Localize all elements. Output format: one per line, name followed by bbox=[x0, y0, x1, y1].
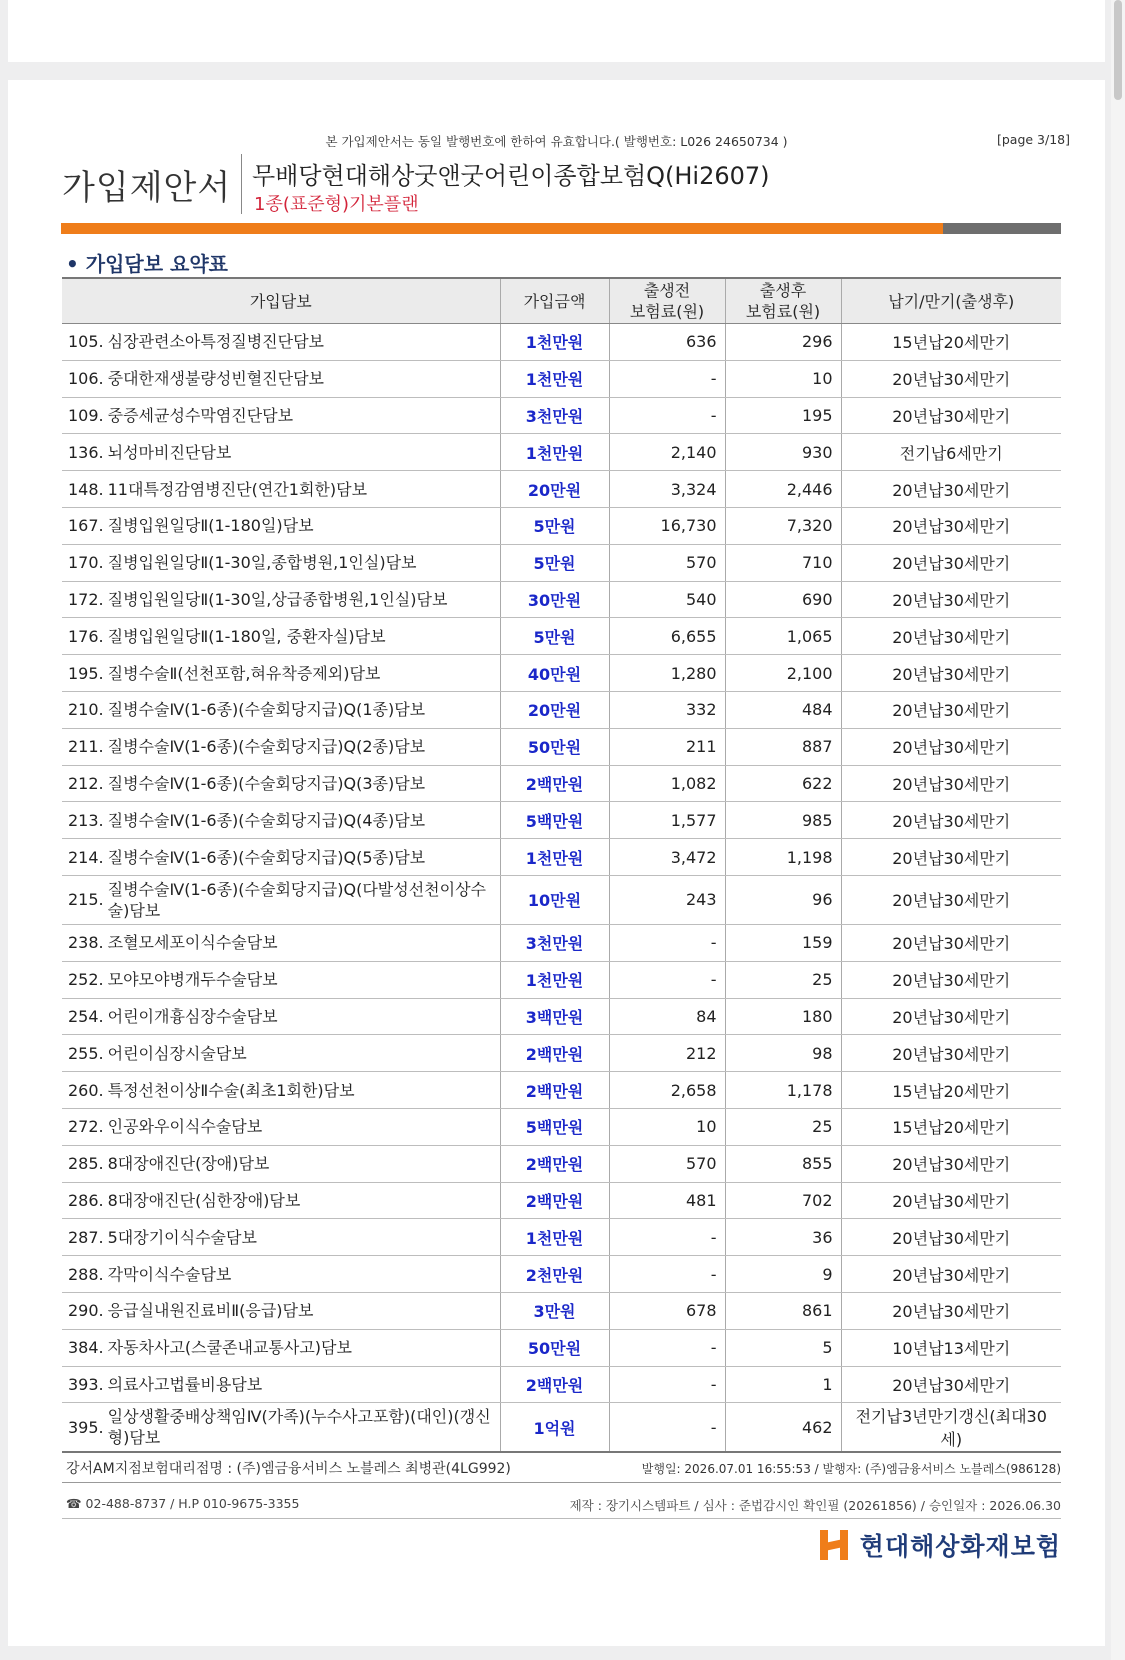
table-row bbox=[62, 924, 1061, 961]
coverage-number: 211. bbox=[68, 737, 104, 757]
coverage-name: 질병수술Ⅱ(선천포함,혀유착증제외)담보 bbox=[107, 663, 381, 683]
table-row bbox=[62, 1072, 1061, 1109]
coverage-name: 모야모야병개두수술담보 bbox=[107, 970, 278, 990]
premium-before-cell: 332 bbox=[609, 691, 725, 728]
coverage-cell bbox=[62, 397, 500, 434]
term-cell: 20년납30세만기 bbox=[841, 802, 1061, 839]
premium-before-cell: 243 bbox=[609, 875, 725, 924]
term-cell: 20년납30세만기 bbox=[841, 1182, 1061, 1219]
section-title bbox=[66, 248, 228, 277]
premium-after-cell: 180 bbox=[725, 998, 841, 1035]
coverage-cell bbox=[62, 581, 500, 618]
coverage-number: 195. bbox=[68, 663, 104, 683]
table-row bbox=[62, 324, 1061, 361]
coverage-cell bbox=[62, 691, 500, 728]
term-cell: 20년납30세만기 bbox=[841, 1366, 1061, 1403]
term-cell: 10년납13세만기 bbox=[841, 1329, 1061, 1366]
premium-before-cell: - bbox=[609, 1329, 725, 1366]
amount-cell: 2백만원 bbox=[500, 1072, 609, 1109]
table-row bbox=[62, 434, 1061, 471]
coverage-name: 질병수술Ⅳ(1-6종)(수술회당지급)Q(2종)담보 bbox=[107, 737, 426, 757]
hyundai-h-logo-icon bbox=[818, 1528, 852, 1562]
table-row bbox=[62, 397, 1061, 434]
term-cell: 20년납30세만기 bbox=[841, 924, 1061, 961]
coverage-cell bbox=[62, 434, 500, 471]
coverage-cell bbox=[62, 1072, 500, 1109]
amount-cell: 1천만원 bbox=[500, 961, 609, 998]
premium-after-cell: 2,446 bbox=[725, 471, 841, 508]
term-cell: 20년납30세만기 bbox=[841, 691, 1061, 728]
coverage-name: 조혈모세포이식수술담보 bbox=[107, 933, 278, 953]
coverage-cell bbox=[62, 618, 500, 655]
coverage-cell bbox=[62, 728, 500, 765]
amount-cell: 40만원 bbox=[500, 655, 609, 692]
header-amount: 가입금액 bbox=[500, 278, 609, 324]
term-cell: 20년납30세만기 bbox=[841, 507, 1061, 544]
coverage-number: 285. bbox=[68, 1154, 104, 1174]
coverage-cell bbox=[62, 802, 500, 839]
coverage-number: 255. bbox=[68, 1043, 104, 1063]
premium-after-cell: 9 bbox=[725, 1256, 841, 1293]
premium-after-cell: 855 bbox=[725, 1145, 841, 1182]
amount-cell: 2백만원 bbox=[500, 1366, 609, 1403]
coverage-number: 290. bbox=[68, 1301, 104, 1321]
premium-before-cell: 2,658 bbox=[609, 1072, 725, 1109]
coverage-name: 자동차사고(스쿨존내교통사고)담보 bbox=[107, 1338, 352, 1358]
term-cell: 20년납30세만기 bbox=[841, 728, 1061, 765]
term-cell: 20년납30세만기 bbox=[841, 655, 1061, 692]
premium-before-cell: 211 bbox=[609, 728, 725, 765]
table-row bbox=[62, 360, 1061, 397]
coverage-number: 214. bbox=[68, 847, 104, 867]
coverage-name: 질병입원일당Ⅱ(1-30일,상급종합병원,1인실)담보 bbox=[107, 589, 448, 609]
premium-after-cell: 10 bbox=[725, 360, 841, 397]
header-premium-before bbox=[609, 278, 725, 324]
premium-after-cell: 296 bbox=[725, 324, 841, 361]
coverage-number: 286. bbox=[68, 1190, 104, 1210]
company-logo bbox=[818, 1527, 1061, 1563]
term-cell: 20년납30세만기 bbox=[841, 998, 1061, 1035]
coverage-number: 288. bbox=[68, 1264, 104, 1284]
coverage-name: 응급실내원진료비Ⅱ(응급)담보 bbox=[107, 1301, 314, 1321]
premium-before-cell: - bbox=[609, 360, 725, 397]
premium-after-cell: 1 bbox=[725, 1366, 841, 1403]
table-row bbox=[62, 1329, 1061, 1366]
coverage-number: 170. bbox=[68, 553, 104, 573]
scrollbar[interactable] bbox=[1111, 0, 1125, 1660]
coverage-cell bbox=[62, 875, 500, 924]
amount-cell: 30만원 bbox=[500, 581, 609, 618]
header-premium-after bbox=[725, 278, 841, 324]
coverage-name: 5대장기이식수술담보 bbox=[107, 1227, 257, 1247]
coverage-name: 인공와우이식수술담보 bbox=[107, 1117, 263, 1137]
amount-cell: 10만원 bbox=[500, 875, 609, 924]
coverage-cell bbox=[62, 1035, 500, 1072]
coverage-cell bbox=[62, 961, 500, 998]
header-premium-after-text: 출생후 보험료(원) bbox=[745, 281, 821, 321]
term-cell: 20년납30세만기 bbox=[841, 961, 1061, 998]
premium-after-cell: 484 bbox=[725, 691, 841, 728]
premium-after-cell: 195 bbox=[725, 397, 841, 434]
premium-after-cell: 702 bbox=[725, 1182, 841, 1219]
term-cell: 20년납30세만기 bbox=[841, 397, 1061, 434]
premium-before-cell: - bbox=[609, 1366, 725, 1403]
coverage-name: 질병입원일당Ⅱ(1-30일,종합병원,1인실)담보 bbox=[107, 553, 417, 573]
table-row bbox=[62, 507, 1061, 544]
footer-divider-2 bbox=[62, 1518, 1061, 1519]
coverage-number: 254. bbox=[68, 1006, 104, 1026]
table-row bbox=[62, 1108, 1061, 1145]
premium-after-cell: 159 bbox=[725, 924, 841, 961]
amount-cell: 20만원 bbox=[500, 691, 609, 728]
coverage-cell bbox=[62, 507, 500, 544]
amount-cell: 2백만원 bbox=[500, 1145, 609, 1182]
premium-before-cell: 16,730 bbox=[609, 507, 725, 544]
coverage-number: 393. bbox=[68, 1374, 104, 1394]
coverage-number: 272. bbox=[68, 1117, 104, 1137]
document-page bbox=[8, 80, 1105, 1646]
premium-after-cell: 36 bbox=[725, 1219, 841, 1256]
coverage-cell bbox=[62, 1219, 500, 1256]
plan-name: 1종(표준형)기본플랜 bbox=[254, 194, 419, 215]
amount-cell: 1천만원 bbox=[500, 434, 609, 471]
premium-before-cell: 636 bbox=[609, 324, 725, 361]
issue-info: 발행일: 2026.07.01 16:55:53 / 발행자: (주)엠금융서비스 노블레스(986128) bbox=[641, 1462, 1061, 1476]
coverage-cell bbox=[62, 360, 500, 397]
header-premium-before-text: 출생전 보험료(원) bbox=[629, 281, 705, 321]
premium-after-cell: 1,065 bbox=[725, 618, 841, 655]
coverage-name: 질병수술Ⅳ(1-6종)(수술회당지급)Q(다발성선천이상수술)담보 bbox=[107, 879, 486, 920]
amount-cell: 2백만원 bbox=[500, 1182, 609, 1219]
coverage-cell bbox=[62, 1108, 500, 1145]
table-body bbox=[62, 324, 1061, 1453]
premium-before-cell: 84 bbox=[609, 998, 725, 1035]
premium-after-cell: 98 bbox=[725, 1035, 841, 1072]
term-cell: 15년납20세만기 bbox=[841, 1072, 1061, 1109]
term-cell: 20년납30세만기 bbox=[841, 618, 1061, 655]
coverage-number: 167. bbox=[68, 516, 104, 536]
bullet-icon: • bbox=[66, 252, 79, 276]
coverage-number: 148. bbox=[68, 479, 104, 499]
amount-cell: 3천만원 bbox=[500, 397, 609, 434]
table-row bbox=[62, 1256, 1061, 1293]
coverage-number: 176. bbox=[68, 626, 104, 646]
premium-before-cell: - bbox=[609, 961, 725, 998]
coverage-name: 각막이식수술담보 bbox=[107, 1264, 232, 1284]
coverage-cell bbox=[62, 1403, 500, 1453]
header-bar-gray bbox=[943, 223, 1061, 234]
premium-after-cell: 887 bbox=[725, 728, 841, 765]
coverage-name: 질병입원일당Ⅱ(1-180일)담보 bbox=[107, 516, 314, 536]
company-name: 현대해상화재보험 bbox=[859, 1532, 1061, 1561]
premium-after-cell: 96 bbox=[725, 875, 841, 924]
coverage-summary-table bbox=[62, 277, 1061, 1453]
term-cell: 20년납30세만기 bbox=[841, 581, 1061, 618]
term-cell: 20년납30세만기 bbox=[841, 544, 1061, 581]
coverage-cell bbox=[62, 765, 500, 802]
coverage-name: 어린이개흉심장수술담보 bbox=[107, 1006, 278, 1026]
amount-cell: 50만원 bbox=[500, 1329, 609, 1366]
table-row bbox=[62, 728, 1061, 765]
premium-after-cell: 1,198 bbox=[725, 839, 841, 876]
premium-before-cell: - bbox=[609, 397, 725, 434]
premium-after-cell: 622 bbox=[725, 765, 841, 802]
header-coverage: 가입담보 bbox=[62, 278, 500, 324]
term-cell: 20년납30세만기 bbox=[841, 1256, 1061, 1293]
coverage-number: 106. bbox=[68, 369, 104, 389]
premium-after-cell: 25 bbox=[725, 961, 841, 998]
coverage-number: 395. bbox=[68, 1417, 104, 1437]
premium-after-cell: 710 bbox=[725, 544, 841, 581]
premium-before-cell: 3,472 bbox=[609, 839, 725, 876]
coverage-number: 215. bbox=[68, 890, 104, 910]
table-row bbox=[62, 1292, 1061, 1329]
term-cell: 15년납20세만기 bbox=[841, 324, 1061, 361]
table-row bbox=[62, 618, 1061, 655]
approval-info: 제작 : 장기시스템파트 / 심사 : 준법감시인 확인필 (20261856) / 승인일자 : 2026.06.30 bbox=[569, 1498, 1061, 1513]
amount-cell: 5백만원 bbox=[500, 802, 609, 839]
term-cell: 20년납30세만기 bbox=[841, 360, 1061, 397]
coverage-name: 11대특정감염병진단(연간1회한)담보 bbox=[107, 479, 368, 499]
premium-before-cell: 10 bbox=[609, 1108, 725, 1145]
coverage-name: 질병수술Ⅳ(1-6종)(수술회당지급)Q(4종)담보 bbox=[107, 810, 426, 830]
table-row bbox=[62, 581, 1061, 618]
page-number: [page 3/18] bbox=[996, 132, 1070, 147]
term-cell: 15년납20세만기 bbox=[841, 1108, 1061, 1145]
coverage-name: 일상생활중배상책임Ⅳ(가족)(누수사고포함)(대인)(갱신형)담보 bbox=[107, 1407, 491, 1448]
premium-before-cell: - bbox=[609, 1219, 725, 1256]
validity-notice: 본 가입제안서는 동일 발행번호에 한하여 유효합니다.( 발행번호: L026 24650734 ) bbox=[325, 134, 788, 149]
table-row bbox=[62, 471, 1061, 508]
coverage-cell bbox=[62, 471, 500, 508]
coverage-name: 뇌성마비진단담보 bbox=[107, 442, 232, 462]
coverage-number: 238. bbox=[68, 933, 104, 953]
table-row bbox=[62, 765, 1061, 802]
term-cell: 20년납30세만기 bbox=[841, 875, 1061, 924]
table-row bbox=[62, 1403, 1061, 1453]
amount-cell: 5백만원 bbox=[500, 1108, 609, 1145]
coverage-name: 8대장애진단(심한장애)담보 bbox=[107, 1190, 301, 1210]
coverage-name: 8대장애진단(장애)담보 bbox=[107, 1154, 270, 1174]
term-cell: 20년납30세만기 bbox=[841, 1035, 1061, 1072]
coverage-cell bbox=[62, 324, 500, 361]
coverage-name: 질병수술Ⅳ(1-6종)(수술회당지급)Q(5종)담보 bbox=[107, 847, 426, 867]
amount-cell: 1천만원 bbox=[500, 839, 609, 876]
agency-info: 강서AM지점보험대리점명 : (주)엠금융서비스 노블레스 최병관(4LG992) bbox=[66, 1461, 511, 1477]
premium-before-cell: 212 bbox=[609, 1035, 725, 1072]
coverage-name: 중대한재생불량성빈혈진단담보 bbox=[107, 369, 325, 389]
coverage-number: 109. bbox=[68, 405, 104, 425]
table-header-row bbox=[62, 278, 1061, 324]
premium-after-cell: 5 bbox=[725, 1329, 841, 1366]
premium-before-cell: 6,655 bbox=[609, 618, 725, 655]
coverage-cell bbox=[62, 839, 500, 876]
header-term: 납기/만기(출생후) bbox=[841, 278, 1061, 324]
amount-cell: 1억원 bbox=[500, 1403, 609, 1453]
coverage-cell bbox=[62, 1256, 500, 1293]
amount-cell: 2백만원 bbox=[500, 765, 609, 802]
table-row bbox=[62, 1035, 1061, 1072]
contact-info: ☎ 02-488-8737 / H.P 010-9675-3355 bbox=[66, 1496, 300, 1511]
coverage-cell bbox=[62, 1329, 500, 1366]
premium-before-cell: 1,577 bbox=[609, 802, 725, 839]
premium-after-cell: 25 bbox=[725, 1108, 841, 1145]
coverage-number: 213. bbox=[68, 810, 104, 830]
term-cell: 20년납30세만기 bbox=[841, 839, 1061, 876]
coverage-name: 의료사고법률비용담보 bbox=[107, 1374, 263, 1394]
coverage-number: 287. bbox=[68, 1227, 104, 1247]
coverage-name: 질병수술Ⅳ(1-6종)(수술회당지급)Q(3종)담보 bbox=[107, 773, 426, 793]
premium-before-cell: - bbox=[609, 924, 725, 961]
premium-before-cell: 1,082 bbox=[609, 765, 725, 802]
term-cell: 20년납30세만기 bbox=[841, 1145, 1061, 1182]
premium-after-cell: 7,320 bbox=[725, 507, 841, 544]
premium-before-cell: 540 bbox=[609, 581, 725, 618]
table-row bbox=[62, 802, 1061, 839]
amount-cell: 1천만원 bbox=[500, 360, 609, 397]
table-row bbox=[62, 691, 1061, 728]
amount-cell: 1천만원 bbox=[500, 1219, 609, 1256]
premium-before-cell: 570 bbox=[609, 1145, 725, 1182]
amount-cell: 2백만원 bbox=[500, 1035, 609, 1072]
premium-before-cell: 2,140 bbox=[609, 434, 725, 471]
coverage-name: 질병수술Ⅳ(1-6종)(수술회당지급)Q(1종)담보 bbox=[107, 700, 426, 720]
coverage-cell bbox=[62, 998, 500, 1035]
table-row bbox=[62, 655, 1061, 692]
table-row bbox=[62, 875, 1061, 924]
product-name: 무배당현대해상굿앤굿어린이종합보험Q(Hi2607) bbox=[252, 162, 770, 190]
amount-cell: 5만원 bbox=[500, 618, 609, 655]
coverage-name: 심장관련소아특정질병진단담보 bbox=[107, 332, 325, 352]
coverage-number: 212. bbox=[68, 773, 104, 793]
premium-after-cell: 1,178 bbox=[725, 1072, 841, 1109]
term-cell: 20년납30세만기 bbox=[841, 471, 1061, 508]
premium-after-cell: 2,100 bbox=[725, 655, 841, 692]
table-row bbox=[62, 998, 1061, 1035]
table-row bbox=[62, 961, 1061, 998]
amount-cell: 20만원 bbox=[500, 471, 609, 508]
amount-cell: 3천만원 bbox=[500, 924, 609, 961]
coverage-name: 질병입원일당Ⅱ(1-180일, 중환자실)담보 bbox=[107, 626, 386, 646]
amount-cell: 5만원 bbox=[500, 507, 609, 544]
coverage-number: 172. bbox=[68, 589, 104, 609]
header-bar-orange bbox=[61, 223, 943, 234]
table-row bbox=[62, 839, 1061, 876]
amount-cell: 50만원 bbox=[500, 728, 609, 765]
coverage-name: 어린이심장시술담보 bbox=[107, 1043, 247, 1063]
title-divider bbox=[241, 154, 242, 214]
coverage-name: 특정선천이상Ⅱ수술(최초1회한)담보 bbox=[107, 1080, 355, 1100]
coverage-number: 136. bbox=[68, 442, 104, 462]
premium-before-cell: 1,280 bbox=[609, 655, 725, 692]
premium-before-cell: 481 bbox=[609, 1182, 725, 1219]
term-cell: 20년납30세만기 bbox=[841, 1219, 1061, 1256]
premium-before-cell: - bbox=[609, 1403, 725, 1453]
footer-divider bbox=[62, 1482, 1061, 1483]
table-row bbox=[62, 1182, 1061, 1219]
table-row bbox=[62, 1366, 1061, 1403]
coverage-cell bbox=[62, 544, 500, 581]
table-row bbox=[62, 544, 1061, 581]
coverage-cell bbox=[62, 655, 500, 692]
coverage-cell bbox=[62, 1145, 500, 1182]
premium-after-cell: 462 bbox=[725, 1403, 841, 1453]
coverage-cell bbox=[62, 1292, 500, 1329]
scrollbar-thumb[interactable] bbox=[1114, 0, 1122, 100]
coverage-cell bbox=[62, 924, 500, 961]
term-cell: 전기납6세만기 bbox=[841, 434, 1061, 471]
premium-before-cell: - bbox=[609, 1256, 725, 1293]
coverage-number: 105. bbox=[68, 332, 104, 352]
premium-after-cell: 985 bbox=[725, 802, 841, 839]
table-row bbox=[62, 1145, 1061, 1182]
amount-cell: 1천만원 bbox=[500, 324, 609, 361]
amount-cell: 3만원 bbox=[500, 1292, 609, 1329]
coverage-number: 210. bbox=[68, 700, 104, 720]
table-row bbox=[62, 1219, 1061, 1256]
term-cell: 전기납3년만기갱신(최대30세) bbox=[841, 1403, 1061, 1453]
coverage-number: 384. bbox=[68, 1338, 104, 1358]
coverage-cell bbox=[62, 1366, 500, 1403]
coverage-number: 252. bbox=[68, 970, 104, 990]
premium-before-cell: 570 bbox=[609, 544, 725, 581]
amount-cell: 5만원 bbox=[500, 544, 609, 581]
previous-page-edge bbox=[8, 0, 1105, 62]
premium-after-cell: 861 bbox=[725, 1292, 841, 1329]
amount-cell: 2천만원 bbox=[500, 1256, 609, 1293]
document-title: 가입제안서 bbox=[62, 168, 232, 208]
coverage-cell bbox=[62, 1182, 500, 1219]
premium-after-cell: 690 bbox=[725, 581, 841, 618]
amount-cell: 3백만원 bbox=[500, 998, 609, 1035]
coverage-name: 중증세균성수막염진단담보 bbox=[107, 405, 294, 425]
premium-before-cell: 3,324 bbox=[609, 471, 725, 508]
premium-after-cell: 930 bbox=[725, 434, 841, 471]
section-title-text: 가입담보 요약표 bbox=[85, 252, 228, 276]
coverage-number: 260. bbox=[68, 1080, 104, 1100]
premium-before-cell: 678 bbox=[609, 1292, 725, 1329]
term-cell: 20년납30세만기 bbox=[841, 765, 1061, 802]
term-cell: 20년납30세만기 bbox=[841, 1292, 1061, 1329]
